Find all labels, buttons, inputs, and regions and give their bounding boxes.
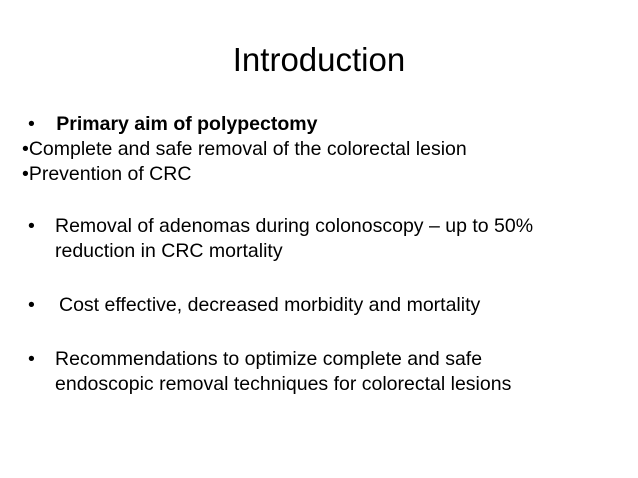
bullet-marker: • bbox=[28, 113, 35, 135]
spacer bbox=[22, 264, 622, 293]
bullet-text: Primary aim of polypectomy bbox=[50, 113, 318, 135]
bullet-item-recommendations bbox=[22, 347, 622, 397]
bullet-item-adenoma-removal bbox=[22, 214, 622, 264]
bullet-text: Cost effective, decreased morbidity and mortality bbox=[59, 294, 481, 316]
bullet-list bbox=[22, 112, 622, 397]
bullet-marker: • bbox=[28, 348, 35, 370]
bullet-marker: • bbox=[28, 215, 35, 237]
spacer bbox=[22, 187, 622, 214]
spacer bbox=[22, 318, 622, 347]
bullet-item-primary-aim bbox=[22, 112, 622, 137]
slide-title: Introduction bbox=[232, 41, 406, 78]
bullet-item-prevention bbox=[22, 162, 622, 187]
bullet-item-complete-removal bbox=[22, 137, 622, 162]
bullet-marker: • bbox=[28, 294, 35, 316]
bullet-text: Removal of adenomas during colonoscopy – up to 50% reduction in CRC mortality bbox=[55, 215, 534, 262]
bullet-item-cost-effective bbox=[22, 293, 622, 318]
bullet-text: Complete and safe removal of the colorectal lesion bbox=[28, 138, 467, 160]
bullet-marker: • bbox=[22, 163, 29, 185]
bullet-text: Prevention of CRC bbox=[28, 163, 192, 185]
bullet-text: Recommendations to optimize complete and safe endoscopic removal techniques for colorectal lesions bbox=[55, 348, 512, 395]
bullet-marker: • bbox=[22, 138, 29, 160]
